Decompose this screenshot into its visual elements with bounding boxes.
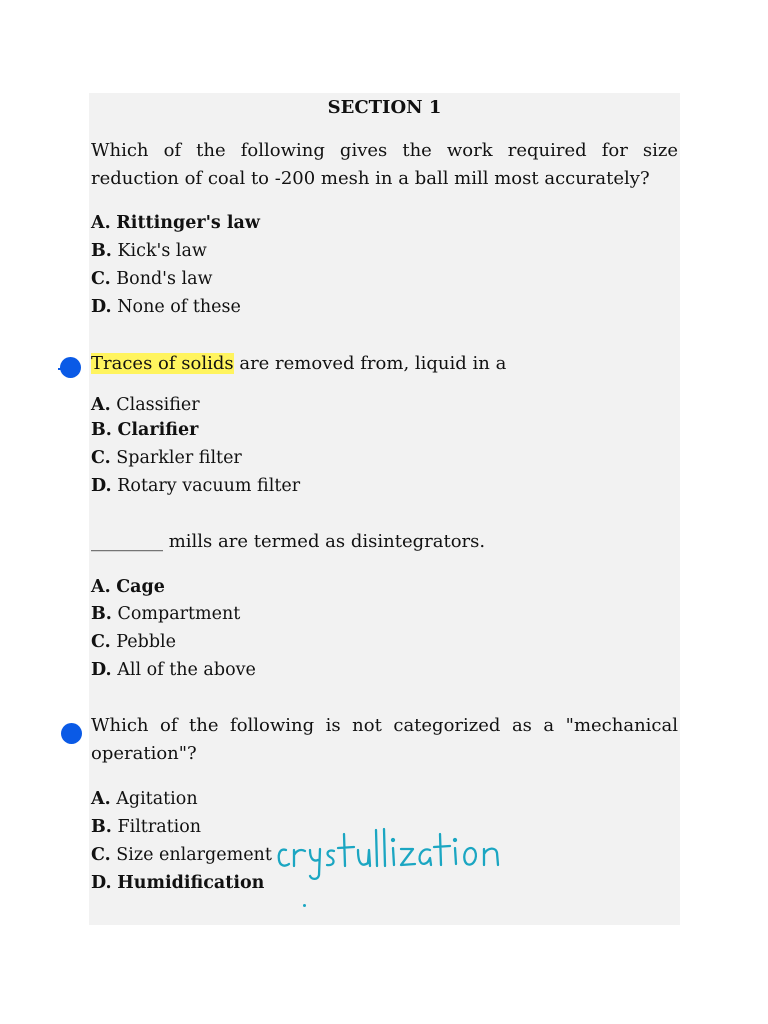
- question-4-line-1: Which of the following is not categorized as a "mechanical: [91, 715, 678, 736]
- q1-option-c: C. Bond's law: [91, 269, 213, 289]
- q2-option-c: C. Sparkler filter: [91, 448, 242, 468]
- highlighted-text: Traces of solids: [91, 353, 234, 374]
- q4-option-b: B. Filtration: [91, 817, 202, 837]
- question-4-line-2: operation"?: [91, 743, 197, 764]
- q4-option-a: A. Agitation: [91, 789, 198, 809]
- question-2-text: Traces of solids are removed from, liquid in a: [91, 353, 507, 374]
- q3-option-b: B. Compartment: [91, 604, 241, 624]
- q1-option-b: B. Kick's law: [91, 241, 207, 261]
- q3-option-a: A. Cage: [91, 577, 165, 597]
- q2-option-d: D. Rotary vacuum filter: [91, 476, 301, 496]
- section-title: SECTION 1: [327, 97, 442, 118]
- question-3-text: ________ mills are termed as disintegrators.: [91, 531, 486, 552]
- q3-option-d: D. All of the above: [91, 660, 256, 680]
- ink-dot: [303, 904, 306, 907]
- q4-option-d: D. Humidification: [91, 873, 265, 893]
- question-1-text: Which of the following gives the work required for size reduction of coal to -200 mesh in a ball mill most accurately?: [91, 140, 678, 189]
- q1-option-d: D. None of these: [91, 297, 241, 317]
- marker-dot-q4: [61, 723, 82, 744]
- q2-option-a: A. Classifier: [91, 395, 200, 415]
- handwritten-note: [272, 820, 517, 882]
- q2-option-b: B. Clarifier: [91, 420, 199, 440]
- q3-option-c: C. Pebble: [91, 632, 177, 652]
- q1-option-a: A. Rittinger's law: [91, 213, 260, 233]
- marker-dot-q2: [60, 357, 81, 378]
- q4-option-c: C. Size enlargement: [91, 845, 272, 865]
